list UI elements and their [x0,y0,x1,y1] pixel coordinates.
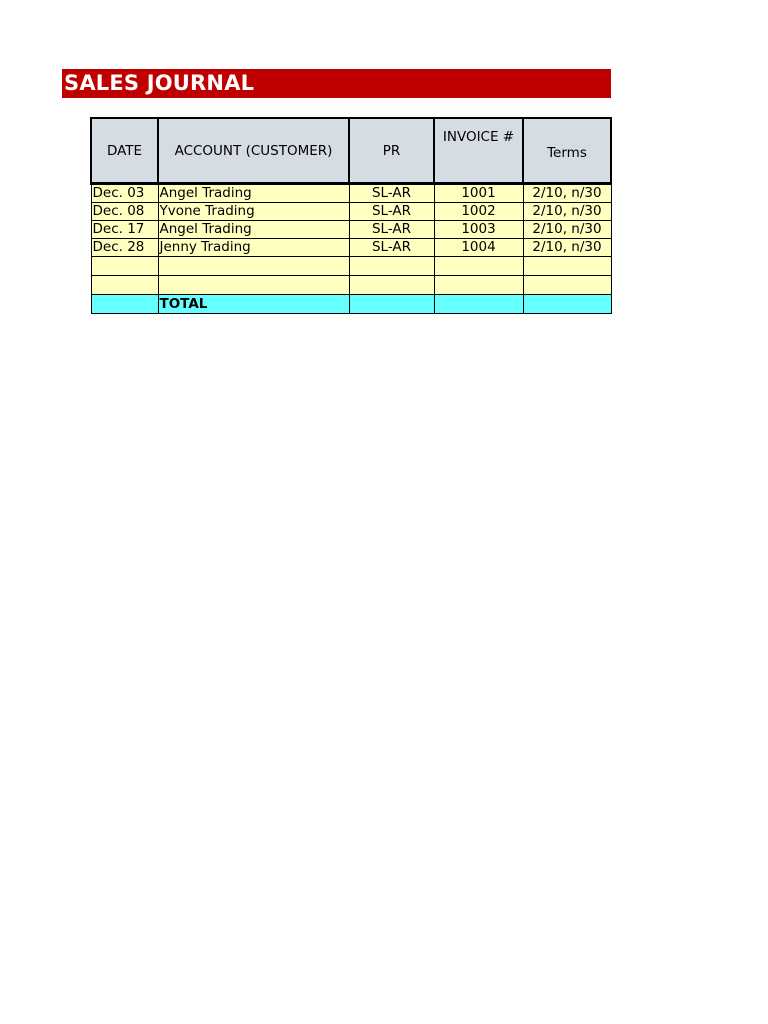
empty-cell [91,276,158,295]
cell-terms: 2/10, n/30 [523,239,611,257]
cell-date: Dec. 17 [91,221,158,239]
empty-cell [349,257,434,276]
cell-invoice: 1004 [434,239,523,257]
cell-invoice: 1001 [434,184,523,203]
cell-account: Yvone Trading [158,203,349,221]
total-label: TOTAL [158,295,349,314]
total-row [91,295,611,314]
table-row [91,221,611,239]
cell-pr: SL-AR [349,221,434,239]
cell-terms: 2/10, n/30 [523,203,611,221]
empty-cell [523,276,611,295]
empty-row [91,276,611,295]
total-empty-cell [349,295,434,314]
table-header [91,118,611,184]
header-terms: Terms [523,118,611,184]
empty-cell [91,257,158,276]
title-bar [62,69,611,98]
page-title: SALES JOURNAL [64,71,255,95]
empty-row [91,257,611,276]
cell-terms: 2/10, n/30 [523,184,611,203]
total-empty-cell [523,295,611,314]
empty-cell [434,257,523,276]
cell-pr: SL-AR [349,184,434,203]
empty-cell [158,276,349,295]
table-row [91,203,611,221]
cell-invoice: 1003 [434,221,523,239]
cell-date: Dec. 08 [91,203,158,221]
sales-journal-table [90,117,612,314]
cell-pr: SL-AR [349,203,434,221]
header-row [91,118,611,184]
cell-date: Dec. 03 [91,184,158,203]
header-account: ACCOUNT (CUSTOMER) [158,118,349,184]
table-body [91,184,611,314]
empty-cell [523,257,611,276]
empty-cell [158,257,349,276]
cell-account: Jenny Trading [158,239,349,257]
cell-pr: SL-AR [349,239,434,257]
table-row [91,239,611,257]
cell-terms: 2/10, n/30 [523,221,611,239]
header-date: DATE [91,118,158,184]
empty-cell [349,276,434,295]
cell-account: Angel Trading [158,184,349,203]
header-pr: PR [349,118,434,184]
header-invoice: INVOICE # [434,118,523,184]
total-empty-cell [91,295,158,314]
empty-cell [434,276,523,295]
cell-date: Dec. 28 [91,239,158,257]
cell-account: Angel Trading [158,221,349,239]
table-row [91,184,611,203]
total-empty-cell [434,295,523,314]
cell-invoice: 1002 [434,203,523,221]
